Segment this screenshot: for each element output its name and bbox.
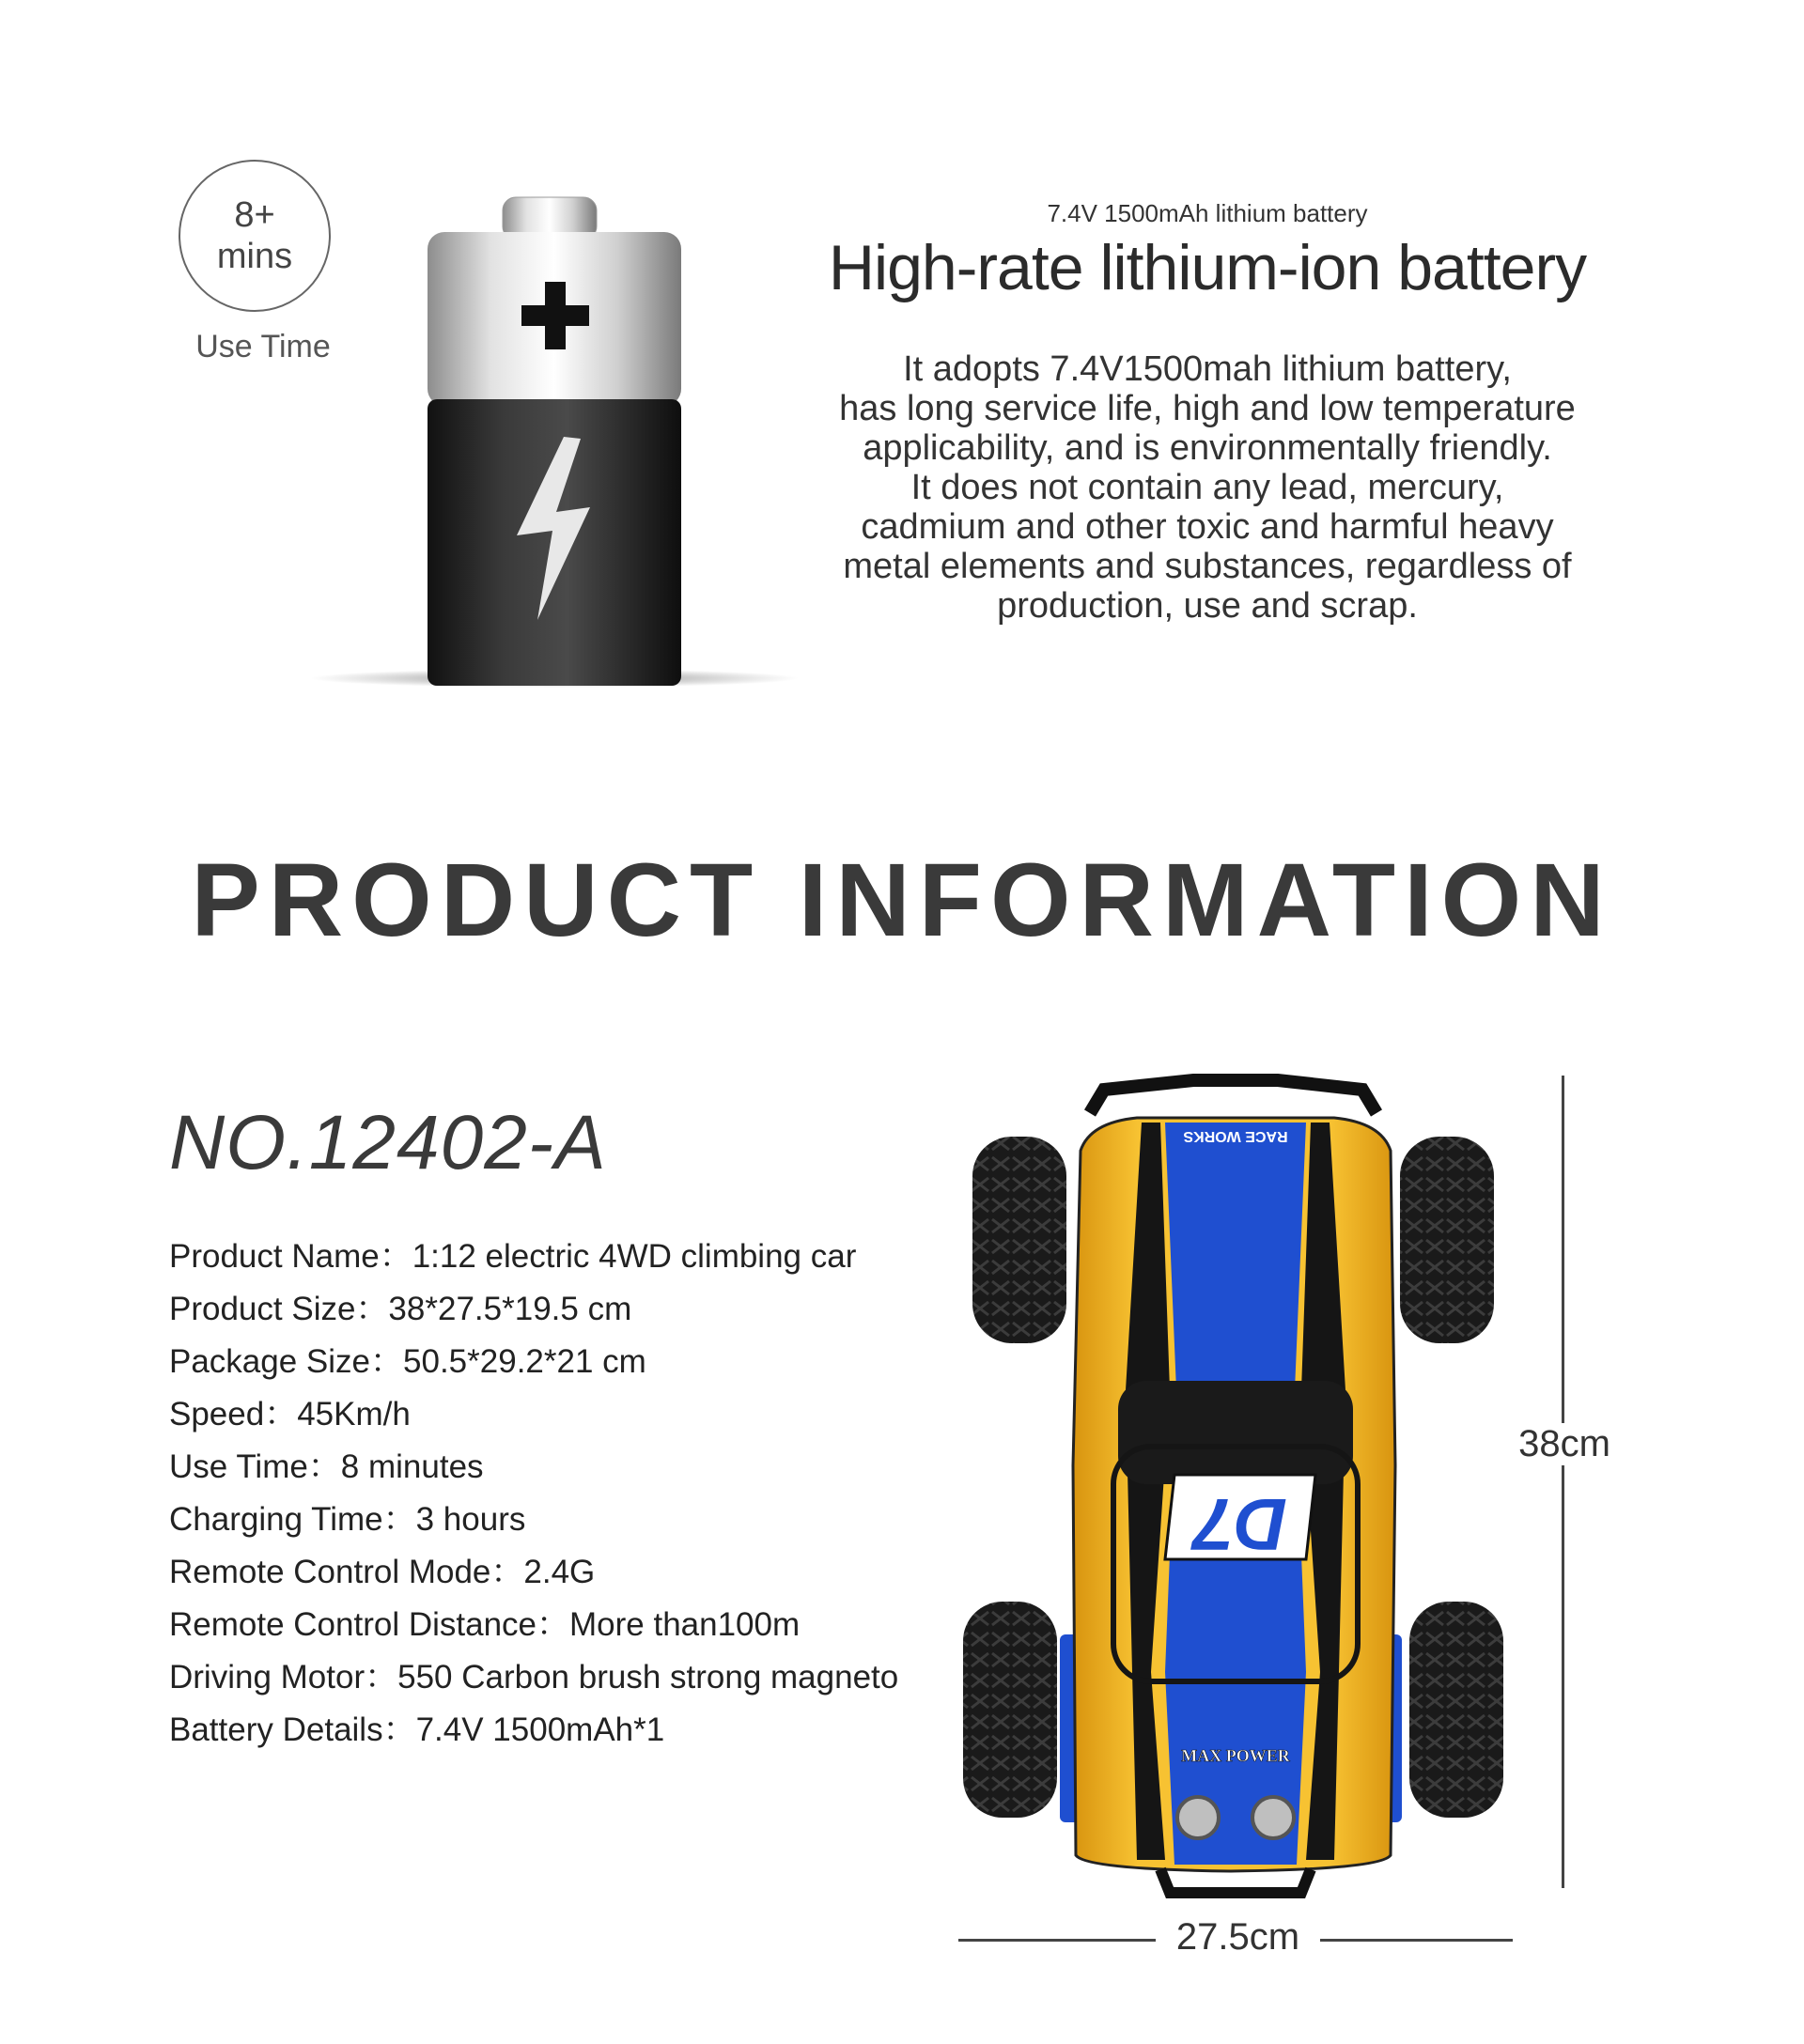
race-works-text: RACE WORKS (1183, 1128, 1288, 1144)
spec-product-size: Product Size：38*27.5*19.5 cm (169, 1291, 632, 1327)
rc-car-top-view (949, 1071, 1522, 1916)
battery-title: High-rate lithium-ion battery (828, 232, 1587, 303)
spec-list (169, 1231, 898, 1757)
cockpit-window (1118, 1381, 1353, 1484)
front-bumper (1090, 1080, 1376, 1113)
description-line: applicability, and is environmentally friendly. (863, 428, 1552, 468)
description-line: cadmium and other toxic and harmful heavy (861, 507, 1554, 547)
battery-description (752, 349, 1663, 626)
spec-use-time: Use Time：8 minutes (169, 1448, 484, 1485)
spec-product-name: Product Name：1:12 electric 4WD climbing car (169, 1238, 857, 1275)
description-line: It adopts 7.4V1500mah lithium battery, (903, 349, 1512, 389)
right-exhaust (1252, 1797, 1294, 1838)
spec-speed: Speed：45Km/h (169, 1396, 411, 1432)
rear-right-tire (1409, 1602, 1503, 1818)
use-time-unit: mins (216, 237, 293, 276)
spec-charging-time: Charging Time：3 hours (169, 1501, 526, 1538)
width-dimension-label: 27.5cm (1175, 1916, 1300, 1958)
description-line: metal elements and substances, regardless of (843, 547, 1572, 586)
description-line: It does not contain any lead, mercury, (910, 468, 1504, 507)
spec-battery-details: Battery Details：7.4V 1500mAh*1 (169, 1711, 665, 1748)
description-line: production, use and scrap. (997, 586, 1418, 626)
left-exhaust (1177, 1797, 1219, 1838)
width-dimension-line-left (958, 1939, 1156, 1942)
model-number: NO.12402-A (169, 1100, 607, 1185)
length-dimension-label: 38cm (1508, 1423, 1621, 1465)
front-left-tire (972, 1137, 1066, 1343)
description-line: has long service life, high and low temperature (839, 389, 1576, 428)
product-info-heading: PRODUCT INFORMATION (191, 843, 1613, 958)
battery-subtitle: 7.4V 1500mAh lithium battery (1047, 199, 1368, 227)
rear-left-tire (963, 1602, 1057, 1818)
rear-bumper (1160, 1869, 1311, 1893)
max-power-text: MAX POWER (1181, 1746, 1290, 1765)
spec-remote-mode: Remote Control Mode：2.4G (169, 1554, 596, 1590)
use-time-value: 8+ (234, 195, 275, 235)
spec-remote-distance: Remote Control Distance：More than100m (169, 1606, 801, 1643)
d7-text: D7 (1193, 1483, 1287, 1566)
front-right-tire (1400, 1137, 1494, 1343)
plus-sign-v (545, 282, 566, 349)
width-dimension-line-right (1320, 1939, 1513, 1942)
spec-package-size: Package Size：50.5*29.2*21 cm (169, 1343, 646, 1380)
spec-driving-motor: Driving Motor：550 Carbon brush strong magneto (169, 1659, 899, 1696)
use-time-label: Use Time (195, 329, 331, 364)
length-dimension-line (1562, 1076, 1564, 1888)
